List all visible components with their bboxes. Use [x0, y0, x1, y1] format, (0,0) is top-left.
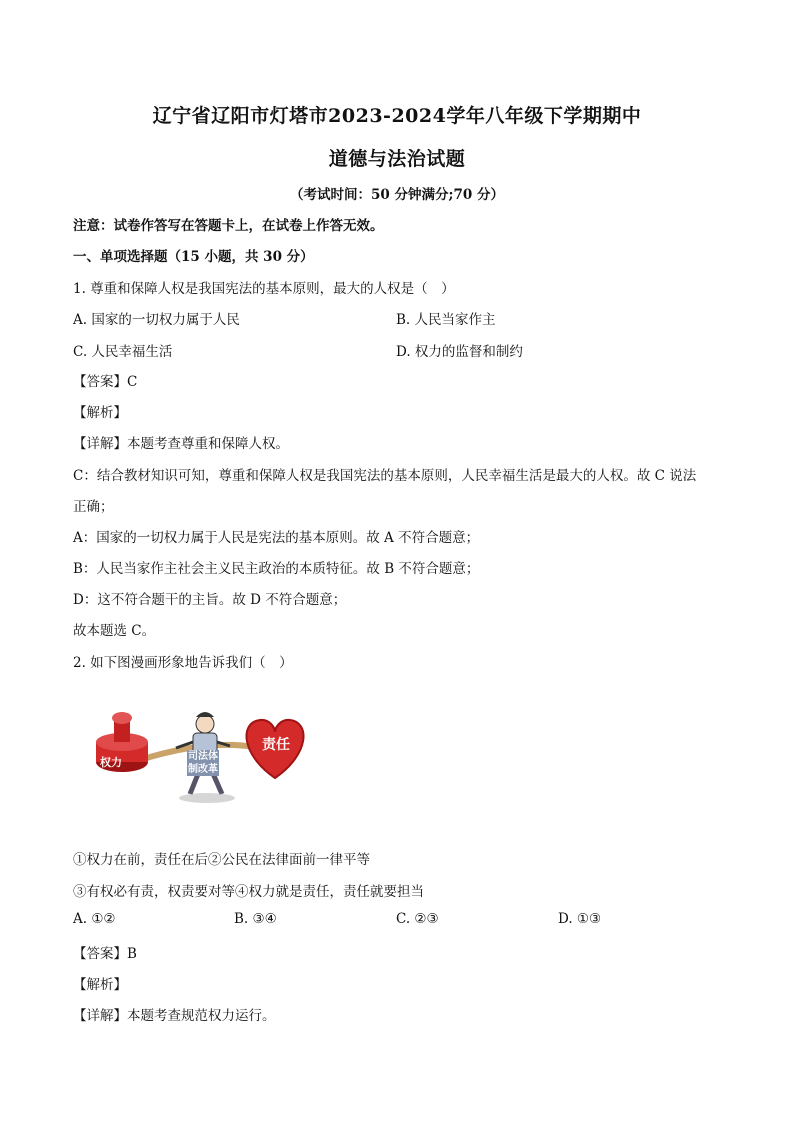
answer-tag: 【答案】 [73, 946, 127, 962]
q1-detail: 【详解】本题考查尊重和保障人权。 [73, 436, 289, 452]
seal-knob [112, 712, 132, 724]
q1-expl-c-line2: 正确； [73, 499, 114, 515]
q1-conclusion: 故本题选 C。 [73, 623, 156, 639]
q1-expl-d: D：这不符合题干的主旨。故 D 不符合题意； [73, 592, 347, 608]
exam-info: （考试时间：50 分钟满分;70 分） [290, 187, 504, 203]
q2-option-d: D. ①③ [558, 911, 602, 927]
cartoon-figure [90, 702, 310, 814]
ground-shadow [179, 793, 235, 803]
q2-statement1: ①权力在前，责任在后②公民在法律面前一律平等 [73, 852, 370, 868]
q1-expl-a: A：国家的一切权力属于人民是宪法的基本原则。故 A 不符合题意； [73, 530, 480, 546]
q1-option-c: C. 人民幸福生活 [73, 344, 173, 360]
answer-value: C [127, 374, 138, 390]
q2-option-c: C. ②③ [396, 911, 439, 927]
q1-analysis-tag: 【解析】 [73, 405, 127, 421]
q2-option-b: B. ③④ [234, 911, 277, 927]
q1-answer [73, 370, 137, 390]
body-label-line1: 司法体 [188, 751, 218, 762]
q2-statement2: ③有权必有责，权责要对等④权力就是责任，责任就要担当 [73, 884, 424, 900]
heart-label: 责任 [262, 737, 290, 753]
q2-detail: 【详解】本题考查规范权力运行。 [73, 1008, 276, 1024]
man-hair [196, 712, 214, 717]
q2-option-a: A. ①② [73, 911, 116, 927]
q2-analysis-tag: 【解析】 [73, 977, 127, 993]
body-label-line2: 制改革 [188, 764, 218, 775]
q1-option-a: A. 国家的一切权力属于人民 [73, 312, 240, 328]
q1-expl-c-line1: C：结合教材知识可知，尊重和保障人权是我国宪法的基本原则，人民幸福生活是最大的人权。故 C 说法 [73, 468, 697, 484]
seal-label: 权力 [100, 756, 122, 769]
q1-option-b: B. 人民当家作主 [396, 312, 496, 328]
q1-stem: 1. 尊重和保障人权是我国宪法的基本原则，最大的人权是（ ） [73, 281, 455, 297]
body-label [187, 750, 219, 776]
answer-value: B [127, 946, 137, 962]
notice: 注意：试卷作答写在答题卡上，在试卷上作答无效。 [73, 218, 384, 234]
answer-tag: 【答案】 [73, 374, 127, 390]
section-heading: 一、单项选择题（15 小题，共 30 分） [73, 249, 314, 265]
exam-title-line2: 道德与法治试题 [328, 148, 466, 170]
man-head [196, 715, 214, 733]
q2-answer [73, 942, 137, 962]
q1-option-d: D. 权力的监督和制约 [396, 344, 523, 360]
q1-expl-b: B：人民当家作主社会主义民主政治的本质特征。故 B 不符合题意； [73, 561, 480, 577]
q2-stem: 2. 如下图漫画形象地告诉我们（ ） [73, 655, 293, 671]
exam-title-line1: 辽宁省辽阳市灯塔市2023-2024学年八年级下学期期中 [152, 105, 642, 127]
